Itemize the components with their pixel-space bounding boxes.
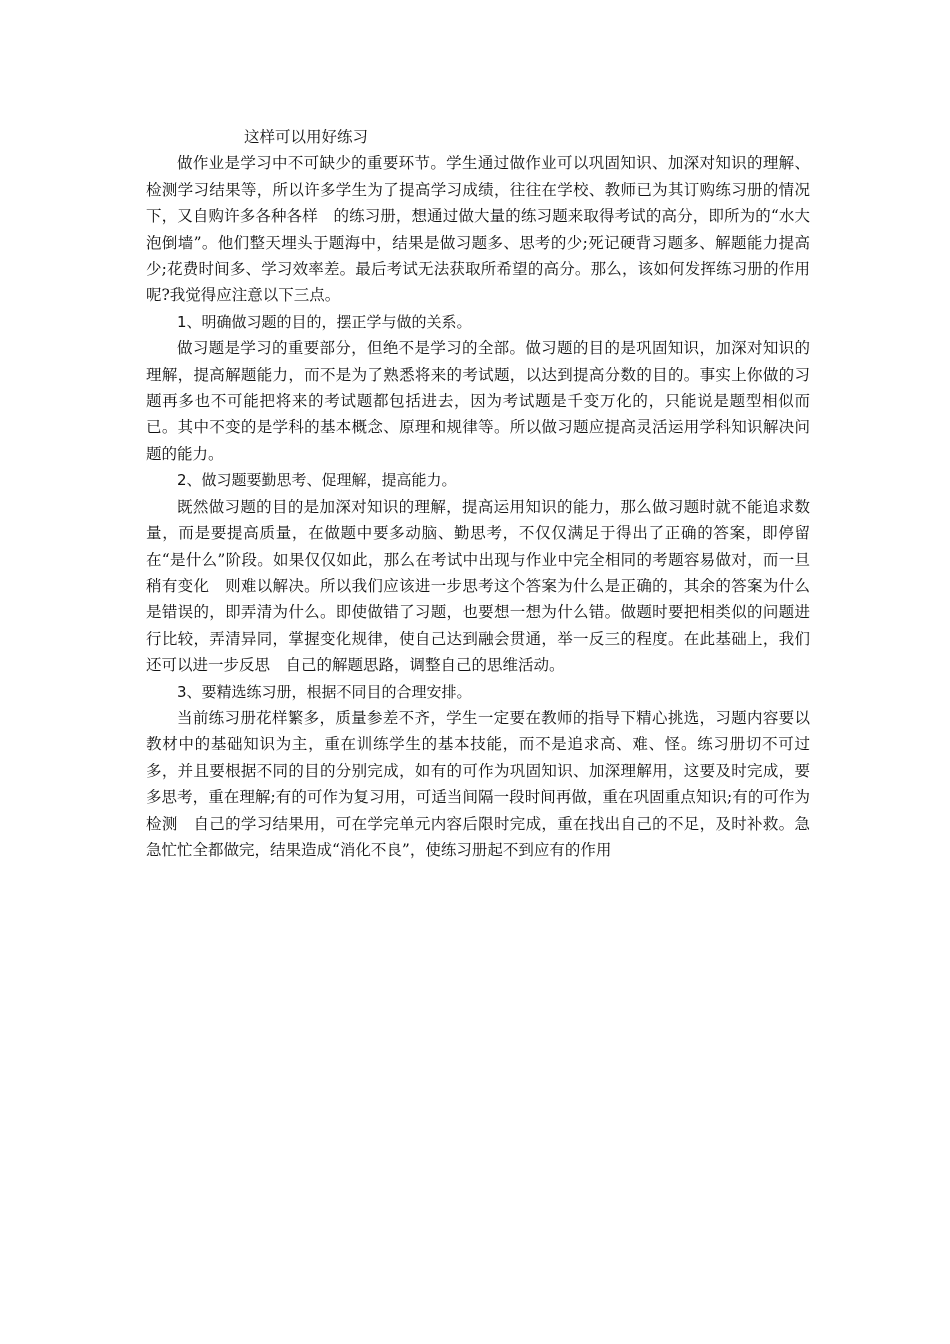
document-title: 这样可以用好练习 <box>244 128 369 146</box>
section-body-1: 做习题是学习的重要部分，但绝不是学习的全部。做习题的目的是巩固知识，加深对知识的理解，提高解题能力，而不是为了熟悉将来的考试题，以达到提高分数的目的。事实上你做的习题再多也不可能把将来的考试题都包括进去，因为考试题是千变万化的，只能说是题型相似而已。其中不变的是学科的基本概念、原理和规律等。所以做习题应提高灵活运用学科知识解决问题的能力。 <box>146 339 810 463</box>
document-body <box>146 124 810 863</box>
intro-paragraph: 做作业是学习中不可缺少的重要环节。学生通过做作业可以巩固知识、加深对知识的理解、检测学习结果等，所以许多学生为了提高学习成绩，往往在学校、教师已为其订购练习册的情况下，又自购许多各种各样 的练习册，想通过做大量的练习题来取得考试的高分，即所为的“水大泡倒墙”。他们整天埋头于题海中，结果是做习题多、思考的少;死记硬背习题多、解题能力提高少;花费时间多、学习效率差。最后考试无法获取所希望的高分。那么，该如何发挥练习册的作用呢?我觉得应注意以下三点。 <box>146 154 810 305</box>
section-body-2: 既然做习题的目的是加深对知识的理解，提高运用知识的能力，那么做习题时就不能追求数量，而是要提高质量，在做题中要多动脑、勤思考，不仅仅满足于得出了正确的答案，即停留在“是什么”阶段。如果仅仅如此，那么在考试中出现与作业中完全相同的考题容易做对，而一旦稍有变化 则难以解决。所以我们应该进一步思考这个答案为什么是正确的，其余的答案为什么是错误的，即弄清为什么。即使做错了习题，也要想一想为什么错。做题时要把相类似的问题进行比较，弄清异同，掌握变化规律，使自己达到融会贯通，举一反三的程度。在此基础上，我们还可以进一步反思 自己的解题思路，调整自己的思维活动。 <box>146 497 810 675</box>
section-heading-3: 3、要精选练习册，根据不同目的合理安排。 <box>177 682 472 701</box>
section-heading-2: 2、做习题要勤思考、促理解，提高能力。 <box>177 471 457 490</box>
section-body-3: 当前练习册花样繁多，质量参差不齐，学生一定要在教师的指导下精心挑选，习题内容要以教材中的基础知识为主，重在训练学生的基本技能，而不是追求高、难、怪。练习册切不可过多，并且要根据不同的目的分别完成，如有的可作为巩固知识、加深理解用，这要及时完成，要多思考，重在理解;有的可作为复习用，可适当间隔一段时间再做，重在巩固重点知识;有的可作为检测 自己的学习结果用，可在学完单元内容后限时完成，重在找出自己的不足，及时补救。急急忙忙全都做完，结果造成“消化不良”，使练习册起不到应有的作用 <box>146 708 810 859</box>
section-heading-1: 1、明确做习题的目的，摆正学与做的关系。 <box>177 312 472 331</box>
